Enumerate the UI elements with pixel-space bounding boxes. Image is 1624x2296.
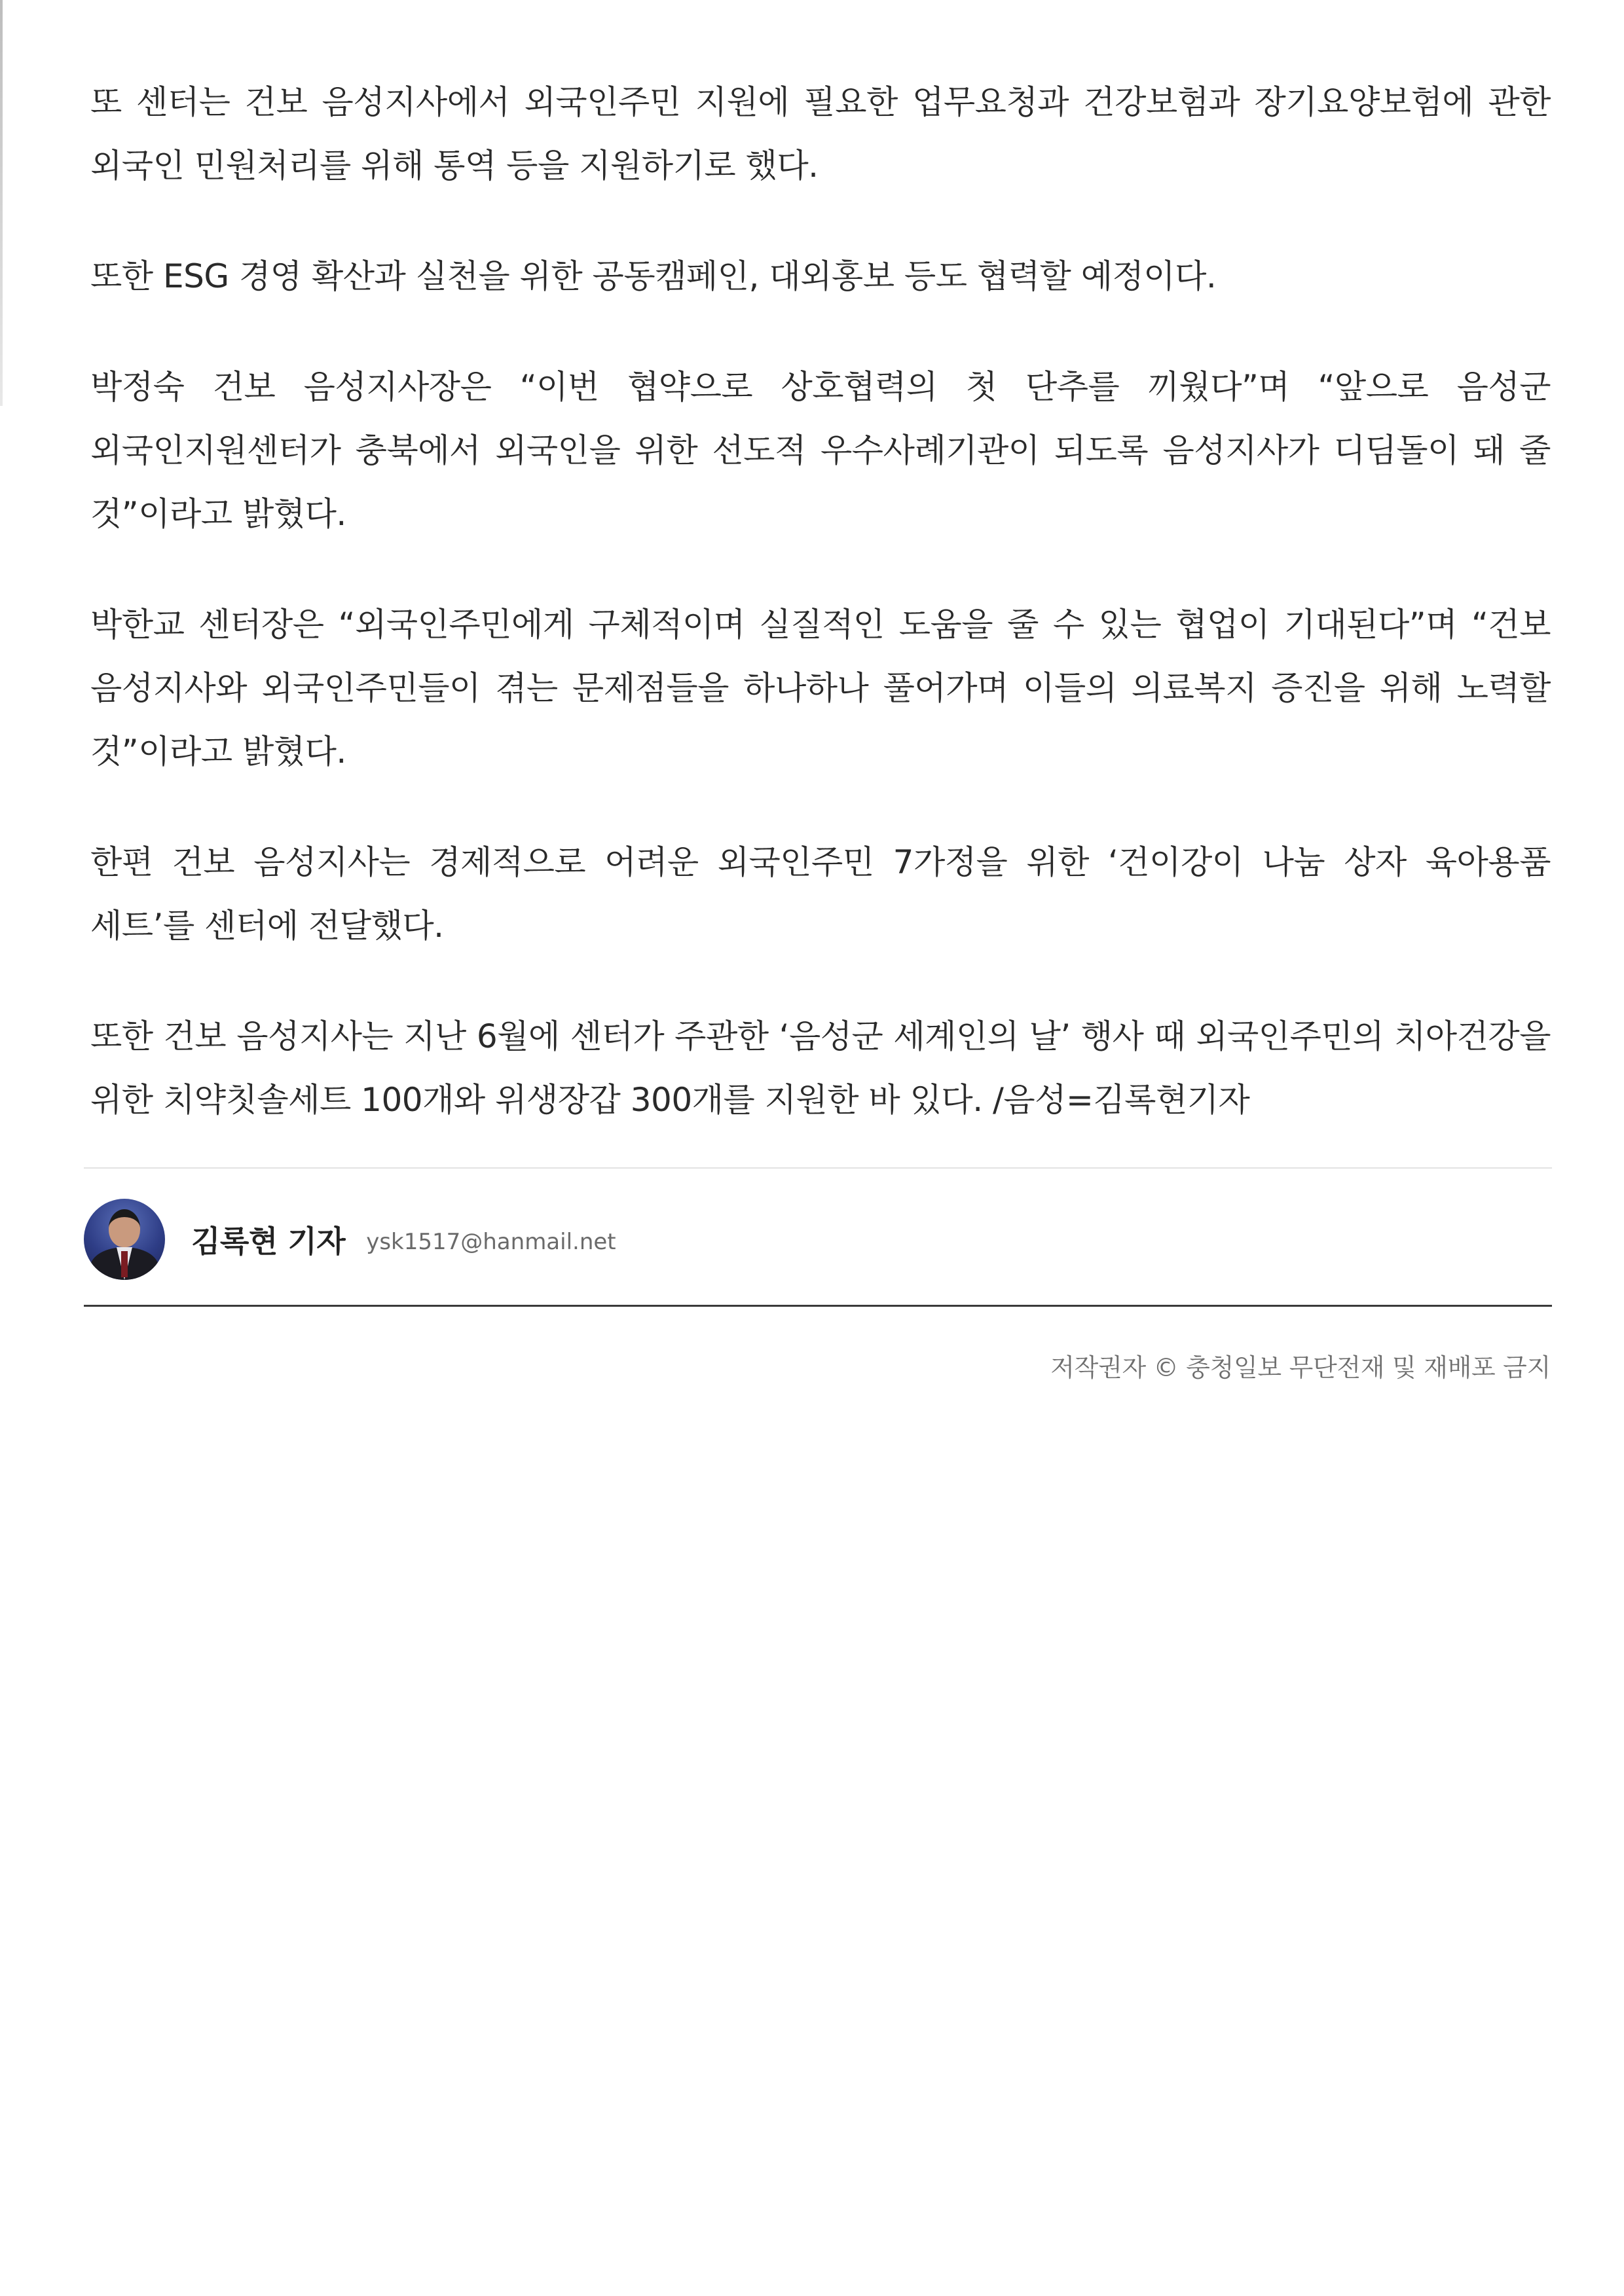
article-paragraph-5: 한편 건보 음성지사는 경제적으로 어려운 외국인주민 7가정을 위한 ‘건이강이 나눔 상자 육아용품 세트’를 센터에 전달했다. xyxy=(90,843,1551,945)
article-paragraph-3: 박정숙 건보 음성지사장은 “이번 협약으로 상호협력의 첫 단추를 끼웠다”며 “앞으로 음성군 외국인지원센터가 충북에서 외국인을 위한 선도적 우수사례기관이 되도록 음성지사가 디딤돌이 돼 줄 것”이라고 밝혔다. xyxy=(90,368,1551,533)
author-avatar[interactable] xyxy=(84,1199,165,1280)
article-end-divider xyxy=(84,1305,1552,1307)
author-name[interactable]: 김록현 기자 xyxy=(191,1224,346,1259)
article-paragraph-2: 또한 ESG 경영 확산과 실천을 위한 공동캠페인, 대외홍보 등도 협력할 예정이다. xyxy=(90,257,1217,295)
copyright-notice: 저작권자 © 충청일보 무단전재 및 재배포 금지 xyxy=(1050,1353,1551,1382)
author-email[interactable]: ysk1517@hanmail.net xyxy=(366,1229,616,1255)
article-body xyxy=(90,71,1551,1179)
author-byline xyxy=(84,1197,1552,1282)
scan-edge xyxy=(0,0,3,406)
article-paragraph-4: 박한교 센터장은 “외국인주민에게 구체적이며 실질적인 도움을 줄 수 있는 협업이 기대된다”며 “건보 음성지사와 외국인주민들이 겪는 문제점들을 하나하나 풀어가며 이들의 의료복지 증진을 위해 노력할 것”이라고 밝혔다. xyxy=(90,606,1551,771)
article-paragraph-1: 또 센터는 건보 음성지사에서 외국인주민 지원에 필요한 업무요청과 건강보험과 장기요양보험에 관한 외국인 민원처리를 위해 통역 등을 지원하기로 했다. xyxy=(90,83,1551,185)
avatar-head xyxy=(109,1209,140,1247)
avatar-tie xyxy=(121,1251,128,1277)
article-paragraph-6: 또한 건보 음성지사는 지난 6월에 센터가 주관한 ‘음성군 세계인의 날’ 행사 때 외국인주민의 치아건강을 위한 치약칫솔세트 100개와 위생장갑 300개를 지원한 바 있다. /음성=김록현기자 xyxy=(90,1017,1551,1119)
byline-top-divider xyxy=(84,1167,1552,1169)
